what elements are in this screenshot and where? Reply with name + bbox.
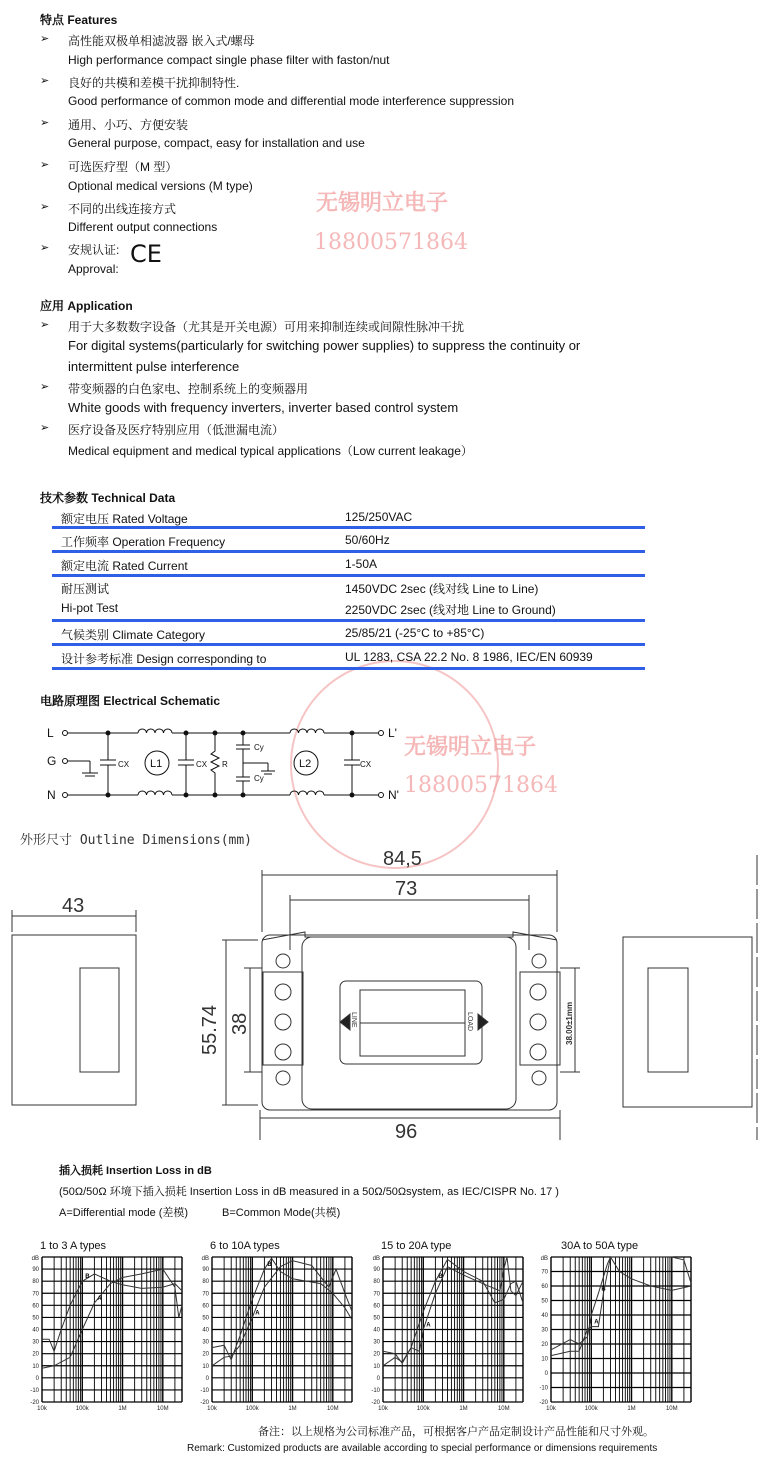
table-row [52,529,645,553]
bullet-icon: ➢ [40,159,50,171]
y-tick-label: 30 [373,1339,380,1346]
mode-a-legend: A=Differential mode (差模) [59,1207,189,1219]
y-tick-label: 50 [202,1315,209,1322]
chart-title: 1 to 3 A types [40,1240,107,1252]
dim-right: 38.00±1mm [565,1001,574,1045]
y-tick-label: -20 [371,1400,380,1406]
mode-b-legend: B=Common Mode(共模) [222,1207,341,1219]
row-label: Hi-pot Test [61,601,119,615]
y-tick-label: 30 [202,1339,209,1346]
y-tick-label: 20 [32,1351,39,1358]
ce-mark-icon: CE [130,240,162,268]
series-label-A: A [426,1322,431,1329]
series-label-B: B [267,1262,272,1269]
y-tick-label: 0 [205,1375,209,1382]
series-label-B: B [438,1274,443,1281]
bullet-icon: ➢ [40,381,50,393]
x-tick-label: 10M [497,1406,510,1412]
feature-zh: 可选医疗型（M 型） [68,160,178,174]
table-row [52,552,645,577]
y-tick-label: 10 [32,1363,39,1370]
outline-drawing [0,840,770,1150]
y-tick-label: 0 [544,1371,548,1377]
chart-title: 30A to 50A type [561,1240,639,1252]
y-tick-label: 20 [202,1351,209,1358]
row-value: 50/60Hz [345,533,390,547]
y-tick-label: 70 [202,1291,209,1298]
application-en: Medical equipment and medical typical applications（Low current leakage） [68,444,473,458]
feature-zh: 不同的出线连接方式 [68,202,177,216]
dim-mount: 73 [395,878,418,900]
row-value: 25/85/21 (-25°C to +85°C) [345,626,485,640]
x-tick-label: 100k [245,1406,259,1412]
y-tick-label: 0 [35,1375,39,1382]
y-tick-label: 20 [373,1351,380,1358]
side-view-left [12,895,136,1105]
dim-side: 43 [62,895,85,917]
application-en: intermittent pulse interference [68,359,240,374]
y-tick-label: 80 [32,1279,39,1286]
row-label: 耐压测试 [61,582,110,596]
y-tick-label: 10 [373,1363,380,1370]
remark-en: Remark: Customized products are available according to special performance or dimensions requirements [187,1443,658,1454]
schematic-label-L1: L1 [150,758,163,770]
feature-en: Different output connections [68,220,218,234]
row-label: 设计参考标准 Design corresponding to [61,652,267,666]
series-label-B: B [85,1274,90,1281]
y-tick-label: 40 [32,1327,39,1334]
table-row [52,645,645,670]
table-row [52,505,645,529]
schematic-label-N-out: N' [388,788,399,802]
feature-en: Good performance of common mode and differential mode interference suppression [68,94,515,108]
feature-zh: 良好的共模和差模干扰抑制特性. [68,76,240,90]
feature-en: High performance compact single phase filter with faston/nut [68,53,390,67]
y-tick-label: 90 [202,1267,209,1274]
dim-overall: 84,5 [383,848,422,870]
feature-zh: 通用、小巧、方便安装 [68,118,189,132]
application-zh: 用于大多数数字设备（尤其是开关电源）可用来抑制连续或间隙性脉冲干扰 [68,320,465,334]
y-tick-label: 70 [32,1291,39,1298]
y-axis-label: dB [372,1256,380,1262]
feature-en: Optional medical versions (M type) [68,179,253,193]
y-tick-label: -20 [200,1400,209,1406]
chart-title: 6 to 10A types [210,1240,280,1252]
table-row [52,622,645,646]
y-tick-label: 10 [541,1356,548,1363]
schematic-label-cx: CX [118,760,130,769]
y-tick-label: -20 [30,1400,39,1406]
y-tick-label: 60 [541,1284,548,1290]
y-tick-label: 40 [373,1327,380,1334]
application-title: 应用 Application [40,299,133,313]
row-value: 125/250VAC [345,510,413,524]
row-value: 1-50A [345,557,378,571]
side-view-right [623,855,757,1140]
schematic-label-r: R [222,760,228,769]
line-label: LINE [350,1012,357,1028]
series-label-B: B [601,1286,606,1293]
y-tick-label: -10 [200,1387,209,1394]
y-tick-label: 50 [373,1315,380,1322]
application-zh: 医疗设备及医疗特别应用（低泄漏电流） [68,423,285,437]
y-tick-label: 0 [376,1375,380,1382]
schematic-label-L: L [47,726,54,740]
feature-en: General purpose, compact, easy for installation and use [68,136,365,150]
x-tick-label: 10M [665,1406,678,1412]
row-label: 气候类别 Climate Category [61,628,206,642]
dim-height: 55.74 [199,1004,221,1055]
outline-title: 外形尺寸 Outline Dimensions(mm) [20,833,253,848]
y-tick-label: 20 [541,1342,548,1348]
bullet-icon: ➢ [40,75,50,87]
schematic-label-L-out: L' [388,726,397,740]
bullet-icon: ➢ [40,422,50,434]
x-tick-label: 100k [416,1406,430,1412]
chart-title: 15 to 20A type [381,1240,452,1252]
x-tick-label: 1M [459,1406,468,1412]
x-tick-label: 10k [207,1406,217,1412]
load-label: LOAD [466,1012,473,1032]
y-tick-label: 60 [373,1303,380,1310]
feature-zh: 安规认证: [68,243,120,257]
x-tick-label: 1M [288,1406,297,1412]
dim-inner: 38 [229,1012,251,1035]
y-axis-label: dB [540,1256,548,1262]
application-en: White goods with frequency inverters, inverter based control system [68,400,459,415]
y-tick-label: -10 [539,1385,548,1392]
insertion-title: 插入损耗 Insertion Loss in dB [59,1165,212,1177]
row-value: UL 1283, CSA 22.2 No. 8 1986, IEC/EN 60939 [345,650,593,664]
y-tick-label: -20 [539,1400,548,1406]
application-zh: 带变频器的白色家电、控制系统上的变频器用 [68,382,309,396]
feature-zh: 高性能双极单相滤波器 嵌入式/螺母 [68,34,255,48]
x-tick-label: 1M [118,1406,127,1412]
row-label: 额定电流 Rated Current [61,559,188,573]
x-tick-label: 10M [326,1406,339,1412]
x-tick-label: 10k [37,1406,47,1412]
y-tick-label: -10 [371,1387,380,1394]
watermark-name: 无锡明立电子 [316,191,449,216]
row-value: 2250VDC 2sec (线对地 Line to Ground) [345,603,556,617]
y-tick-label: -10 [30,1387,39,1394]
y-tick-label: 30 [541,1327,548,1334]
bullet-icon: ➢ [40,319,50,331]
table-row [52,576,645,622]
y-tick-label: 40 [541,1313,548,1319]
y-tick-label: 60 [32,1303,39,1310]
front-view [199,848,580,1143]
y-tick-label: 60 [202,1303,209,1310]
y-tick-label: 30 [32,1339,39,1346]
bullet-icon: ➢ [40,117,50,129]
y-tick-label: 10 [202,1363,209,1370]
schematic-label-cx: CX [360,760,372,769]
y-axis-label: dB [31,1256,39,1262]
electrical-schematic [0,715,430,815]
junction-dots [106,731,354,797]
watermark-phone-2: 18800571864 [404,773,558,798]
watermark-name-2: 无锡明立电子 [404,735,537,760]
bullet-icon: ➢ [40,33,50,45]
y-tick-label: 80 [373,1279,380,1286]
schematic-label-cy: Cy [254,743,264,752]
x-tick-label: 1M [627,1406,636,1412]
schematic-label-G: G [47,754,57,768]
schematic-label-cy: Cy [254,774,264,783]
schematic-label-L2: L2 [299,758,312,770]
y-tick-label: 90 [373,1267,380,1274]
y-tick-label: 50 [541,1298,548,1305]
inductor-coils [138,729,324,795]
y-tick-label: 70 [373,1291,380,1298]
y-tick-label: 80 [202,1279,209,1286]
series-label-A: A [594,1319,599,1326]
series-label-A: A [97,1295,102,1302]
y-tick-label: 50 [32,1315,39,1322]
schematic-label-cx: CX [196,760,208,769]
series-label-A: A [255,1310,260,1317]
x-tick-label: 10k [378,1406,388,1412]
x-tick-label: 100k [75,1406,89,1412]
row-value: 1450VDC 2sec (线对线 Line to Line) [345,582,539,596]
bullet-icon: ➢ [40,242,50,254]
y-tick-label: 90 [32,1267,39,1274]
technical-title: 技术参数 Technical Data [40,491,176,505]
y-axis-label: dB [201,1256,209,1262]
y-tick-label: 70 [541,1269,548,1276]
feature-en: Approval: [68,262,119,276]
remark-zh: 备注：以上规格为公司标准产品，可根据客户产品定制设计产品性能和尺寸外观。 [258,1426,654,1438]
watermark-phone: 18800571864 [314,230,468,255]
schematic-label-N: N [47,788,56,802]
x-tick-label: 100k [584,1406,598,1412]
x-tick-label: 10k [546,1406,556,1412]
features-title: 特点 Features [40,13,118,27]
bullet-icon: ➢ [40,201,50,213]
schematic-title: 电路原理图 Electrical Schematic [40,694,221,708]
insertion-description: (50Ω/50Ω 环境下插入损耗 Insertion Loss in dB measured in a 50Ω/50Ωsystem, as IEC/CISPR No. 17 ) [59,1186,559,1198]
y-tick-label: 40 [202,1327,209,1334]
row-label: 额定电压 Rated Voltage [61,512,188,526]
x-tick-label: 10M [156,1406,169,1412]
dim-length: 96 [395,1121,418,1143]
application-en: For digital systems(particularly for switching power supplies) to suppress the continuity or [68,338,581,353]
row-label: 工作频率 Operation Frequency [61,535,226,549]
